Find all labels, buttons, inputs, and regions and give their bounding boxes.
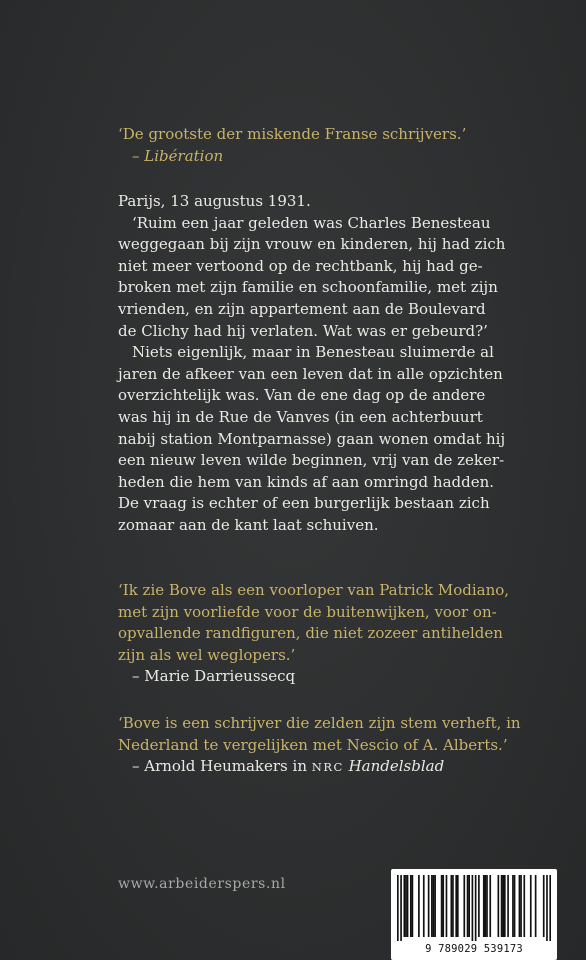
- quote-line: zijn als wel weglopers.’: [118, 645, 296, 664]
- quote-line: opvallende randfiguren, die niet zozeer antihelden: [118, 624, 503, 643]
- barcode-bar: [514, 875, 516, 937]
- barcode-bar: [502, 875, 504, 937]
- quote-heumakers-attribution: [118, 756, 548, 779]
- attribution-source: Libération: [144, 146, 224, 165]
- quote-liberation-attribution: [118, 146, 548, 168]
- quote-line: Nederland te vergelijken met Nescio of A. Alberts.’: [118, 735, 508, 754]
- barcode-bar: [418, 875, 420, 937]
- barcode-bar: [468, 875, 470, 937]
- isbn-number: 9 789029 539173: [425, 943, 523, 955]
- isbn-barcode: [391, 869, 557, 960]
- barcode-bar: [433, 875, 435, 937]
- blurb-line: vrienden, en zijn appartement aan de Boulevard: [118, 299, 486, 318]
- attribution-dash: –: [132, 146, 145, 165]
- blurb-line: Niets eigenlijk, maar in Benesteau sluimerde al: [132, 343, 494, 362]
- publisher-website: www.arbeiderspers.nl: [118, 876, 286, 892]
- blurb-line: ‘Ruim een jaar geleden was Charles Benesteau: [132, 213, 491, 232]
- barcode-bar: [441, 875, 443, 937]
- barcode-bar: [543, 875, 545, 937]
- newspaper-name: Handelsblad: [348, 757, 445, 776]
- barcode-bar: [431, 875, 433, 937]
- barcode-bar: [498, 875, 500, 937]
- blurb-line: heden die hem van kinds af aan omringd hadden.: [118, 472, 495, 491]
- newspaper-caps: NRC: [311, 760, 344, 775]
- barcode-bar: [428, 875, 430, 937]
- barcode-bar: [549, 875, 551, 941]
- blurb-line: nabij station Montparnasse) gaan wonen omdat hij: [118, 429, 506, 448]
- blurb-line: zomaar aan de kant laat schuiven.: [118, 515, 379, 534]
- blurb-line: was hij in de Rue de Vanves (in een achterbuurt: [118, 407, 483, 426]
- barcode-bar: [467, 875, 469, 937]
- quote-liberation-text: ‘De grootste der miskende Franse schrijvers.’: [118, 125, 467, 143]
- barcode-bar: [450, 875, 452, 937]
- barcode-bar: [472, 875, 474, 941]
- barcode-bar: [535, 875, 537, 937]
- barcode-bar: [412, 875, 414, 937]
- barcode-bar: [483, 875, 485, 937]
- quote-darrieussecq-attribution: – Marie Darrieussecq: [132, 667, 296, 686]
- blurb-line: de Clichy had hij verlaten. Wat was er gebeurd?’: [118, 321, 488, 340]
- quote-darrieussecq: [118, 580, 548, 688]
- barcode-bar: [475, 875, 477, 941]
- barcode-bar: [485, 875, 487, 937]
- barcode-bar: [457, 875, 459, 937]
- blurb-line: De vraag is echter of een burgerlijk bestaan zich: [118, 494, 490, 513]
- blurb-line: niet meer vertoond op de rechtbank, hij had ge-: [118, 256, 483, 275]
- barcode-bar: [400, 875, 402, 941]
- barcode-bar: [489, 875, 491, 937]
- barcode-bar: [423, 875, 425, 937]
- barcode-bar: [507, 875, 509, 937]
- barcode-bar: [546, 875, 548, 941]
- barcode-bar: [519, 875, 521, 937]
- barcode-bar: [530, 875, 532, 937]
- barcode-bar: [520, 875, 522, 937]
- barcode-bar: [512, 875, 514, 937]
- quote-line: met zijn voorliefde voor de buitenwijken, voor on-: [118, 602, 497, 621]
- barcode-bar: [523, 875, 525, 937]
- quote-line: ‘Ik zie Bove als een voorloper van Patrick Modiano,: [118, 581, 510, 599]
- barcode-bar: [504, 875, 506, 937]
- blurb-line: overzichtelijk was. Van de ene dag op de andere: [118, 386, 486, 405]
- barcode-bar: [463, 875, 465, 937]
- quote-line: ‘Bove is een schrijver die zelden zijn stem verheft, in: [118, 714, 521, 732]
- blurb-line: een nieuw leven wilde beginnen, vrij van de zeker-: [118, 451, 505, 470]
- barcode-bar: [478, 875, 480, 937]
- barcode-bar: [455, 875, 457, 937]
- barcode-bar: [442, 875, 444, 937]
- barcode-bar: [486, 875, 488, 937]
- barcode-bar: [397, 875, 399, 941]
- barcode-bar: [405, 875, 407, 937]
- blurb-line: weggegaan bij zijn vrouw en kinderen, hij had zich: [118, 235, 506, 254]
- attribution-prefix: – Arnold Heumakers in: [132, 757, 312, 776]
- quote-liberation: [118, 124, 548, 167]
- blurb-opening: Parijs, 13 augustus 1931.: [118, 192, 311, 210]
- barcode-bar: [403, 875, 405, 937]
- barcode-bar: [407, 875, 409, 937]
- quote-heumakers: [118, 713, 548, 779]
- blurb-line: broken met zijn familie en schoonfamilie, met zijn: [118, 278, 498, 297]
- barcode-bar: [410, 875, 412, 937]
- barcode-bar: [446, 875, 448, 937]
- book-blurb: [118, 191, 548, 537]
- barcode-bar: [501, 875, 503, 937]
- barcode-bars: [397, 875, 551, 941]
- blurb-line: jaren de afkeer van een leven dat in alle opzichten: [118, 364, 503, 383]
- barcode-bar: [434, 875, 436, 937]
- barcode-bar: [452, 875, 454, 937]
